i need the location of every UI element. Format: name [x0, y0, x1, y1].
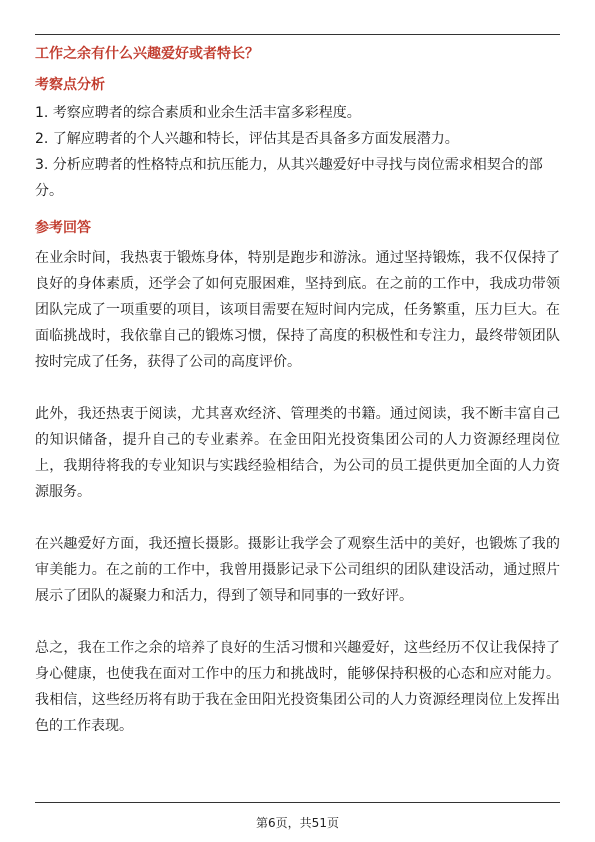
answer-paragraph-2: 此外，我还热衷于阅读，尤其喜欢经济、管理类的书籍。通过阅读，我不断丰富自己的知识储备，提升自己的专业素养。在金田阳光投资集团公司的人力资源经理岗位上，我期待将我的专业知识与实践经验相结合，为公司的员工提供更加全面的人力资源服务。 [35, 406, 560, 500]
analysis-item-1: 1. 考察应聘者的综合素质和业余生活丰富多彩程度。 [35, 105, 361, 121]
answer-paragraph-3: 在兴趣爱好方面，我还擅长摄影。摄影让我学会了观察生活中的美好，也锻炼了我的审美能力。在之前的工作中，我曾用摄影记录下公司组织的团队建设活动，通过照片展示了团队的凝聚力和活力，得到了领导和同事的一致好评。 [35, 536, 560, 604]
analysis-item-2: 2. 了解应聘者的个人兴趣和特长，评估其是否具备多方面发展潜力。 [35, 131, 459, 147]
analysis-item-3: 3. 分析应聘者的性格特点和抗压能力，从其兴趣爱好中寻找与岗位需求相契合的部分。 [35, 157, 543, 199]
answer-heading: 参考回答 [35, 220, 91, 236]
answer-paragraph-4: 总之，我在工作之余的培养了良好的生活习惯和兴趣爱好，这些经历不仅让我保持了身心健康，也使我在面对工作中的压力和挑战时，能够保持积极的心态和应对能力。我相信，这些经历将有助于我在金田阳光投资集团公司的人力资源经理岗位上发挥出色的工作表现。 [35, 640, 560, 734]
header-divider [35, 34, 560, 35]
analysis-list [35, 100, 560, 204]
answer-body [35, 245, 560, 739]
interview-question: 工作之余有什么兴趣爱好或者特长？ [35, 46, 259, 62]
analysis-heading: 考察点分析 [35, 77, 105, 93]
answer-paragraph-1: 在业余时间，我热衷于锻炼身体，特别是跑步和游泳。通过坚持锻炼，我不仅保持了良好的身体素质，还学会了如何克服困难，坚持到底。在之前的工作中，我成功带领团队完成了一项重要的项目，该项目需要在短时间内完成，任务繁重，压力巨大。在面临挑战时，我依靠自己的锻炼习惯，保持了高度的积极性和专注力，最终带领团队按时完成了任务，获得了公司的高度评价。 [35, 250, 560, 370]
page-number: 第6页，共51页 [256, 816, 339, 830]
footer-divider [35, 802, 560, 803]
